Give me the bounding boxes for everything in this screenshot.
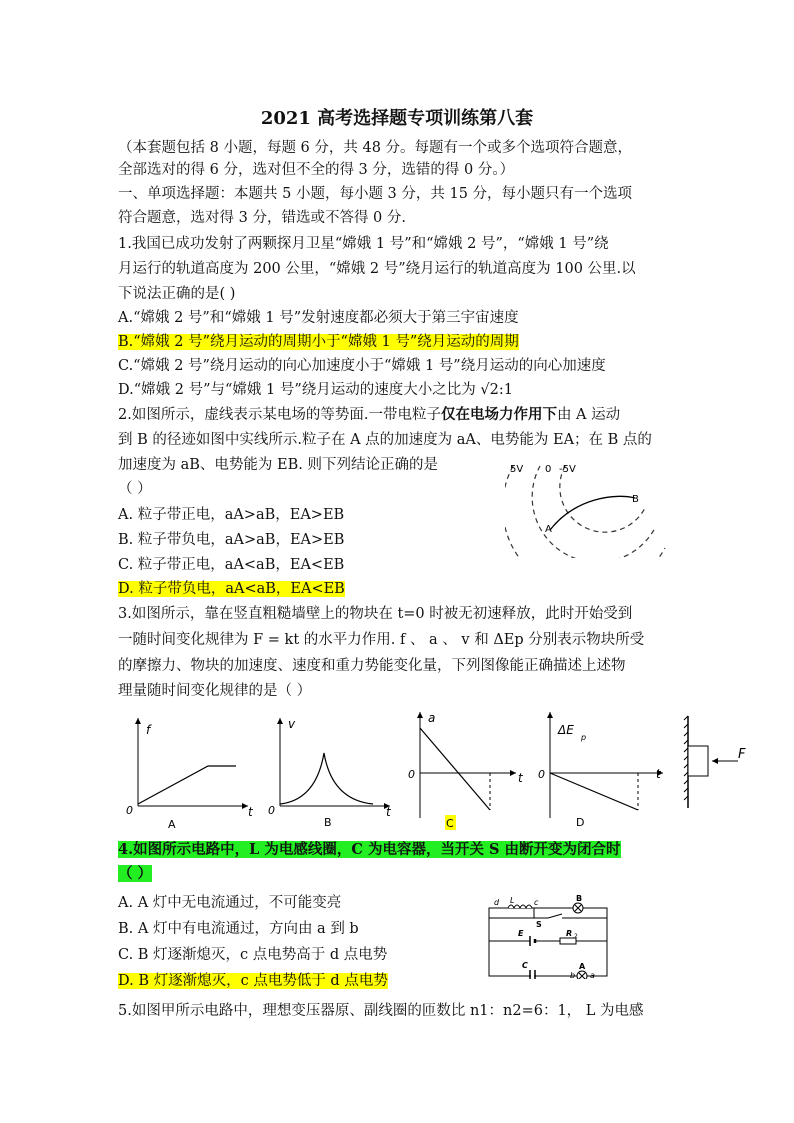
graph-d-ylabel: ΔE	[558, 723, 574, 737]
q1-option-a: A.“嫦娥 2 号”和“嫦娥 1 号”发射速度都必须大于第三宇宙速度	[118, 310, 519, 326]
q4-option-b: B. A 灯中有电流通过，方向由 a 到 b	[118, 921, 359, 937]
q2-stem-3: 加速度为 aB、电势能为 EB. 则下列结论正确的是	[118, 457, 438, 473]
block	[688, 746, 708, 776]
graph-b-xlabel: t	[386, 805, 391, 819]
q2-option-d: D. 粒子带负电，aA<aB，EA<EB	[118, 581, 345, 597]
node-c-label: c	[534, 898, 539, 907]
graph-a-curve	[138, 766, 236, 804]
node-d-label: d	[494, 898, 500, 907]
equipotential-5v	[505, 466, 665, 558]
graph-a-label: A	[168, 818, 176, 831]
force-label: F	[738, 747, 746, 762]
q2-option-c: C. 粒子带正电，aA<aB，EA<EB	[118, 557, 345, 573]
graph-c-label: C	[446, 817, 454, 830]
graph-c-curve	[420, 728, 490, 810]
q5-stem-1: 5.如图甲所示电路中，理想变压器原、副线圈的匝数比 n1：n2=6：1， L 为电感	[118, 1003, 644, 1019]
graph-c-ylabel: a	[428, 711, 436, 725]
graph-d-label: D	[576, 816, 585, 829]
q1-option-b: B.“嫦娥 2 号”绕月运动的周期小于“嫦娥 1 号”绕月运动的周期	[118, 334, 519, 350]
switch-label: S	[536, 920, 542, 929]
label-0v: 0	[545, 464, 552, 475]
inductor-label: L	[510, 896, 515, 905]
graph-a-xlabel: t	[248, 805, 253, 819]
q4-stem-1: 4.如图所示电路中，L 为电感线圈，C 为电容器，当开关 S 由断开变为闭合时	[118, 841, 621, 858]
q2-stem-1: 2.如图所示，虚线表示某电场的等势面.一带电粒子仅在电场力作用下由 A 运动	[118, 406, 621, 423]
graph-b-origin: 0	[268, 804, 275, 817]
q1-option-d: D.“嫦娥 2 号”与“嫦娥 1 号”绕月运动的速度大小之比为 √2:1	[118, 382, 513, 398]
wall-block-figure	[684, 716, 746, 808]
graph-a	[126, 718, 254, 831]
intro-line-1: （本套题包括 8 小题，每题 6 分，共 48 分。每题有一个或多个选项符合题意，	[118, 140, 633, 156]
graph-d-xlabel: t	[656, 767, 661, 781]
graph-d	[538, 712, 663, 829]
label-5v: 5V	[510, 464, 524, 475]
graph-d-origin: 0	[538, 768, 545, 781]
battery-label: E	[518, 929, 524, 938]
graph-a-origin: 0	[126, 804, 133, 817]
capacitor-label: C	[522, 961, 528, 970]
graph-c-xlabel: t	[518, 771, 523, 785]
graph-b-ylabel: v	[288, 717, 296, 731]
q4-stem-2: （ ）	[118, 865, 153, 882]
point-a-label: A	[545, 524, 552, 535]
q2-stem-4: （ ）	[118, 481, 152, 497]
section1-line-2: 符合题意，选对得 3 分，错选或不答得 0 分.	[118, 210, 406, 226]
q2-equipotential-figure	[505, 458, 670, 558]
lamp-a-label: A	[579, 962, 586, 971]
q1-option-c: C.“嫦娥 2 号”绕月运动的向心加速度小于“嫦娥 1 号”绕月运动的向心加速度	[118, 358, 606, 374]
node-b-label: b	[570, 971, 576, 979]
intro-line-2: 全部选对的得 6 分，选对但不全的得 3 分，选错的得 0 分。）	[118, 162, 515, 178]
q3-stem-1: 3.如图所示，靠在竖直粗糙墙壁上的物块在 t=0 时被无初速释放，此时开始受到	[118, 606, 633, 622]
equipotential-0v	[532, 466, 655, 558]
q2-emphasis: 仅在电场力作用下	[440, 406, 557, 423]
graph-c	[408, 711, 524, 830]
switch-s	[548, 914, 562, 918]
graph-b-curve	[280, 753, 373, 804]
label-minus5v: -5V	[559, 464, 576, 475]
q3-stem-2: 一随时间变化规律为 F = kt 的水平力作用. f 、 a 、 v 和 ΔEp 分别表示物块所受	[118, 632, 645, 648]
q4-option-d: D. B 灯逐渐熄灭，c 点电势低于 d 点电势	[118, 973, 388, 989]
resistor-sub: 2	[574, 933, 578, 940]
lamp-b-label: B	[576, 894, 583, 903]
q3-stem-3: 的摩擦力、物块的加速度、速度和重力势能变化量，下列图像能正确描述上述物	[118, 658, 626, 674]
q2-option-b: B. 粒子带负电，aA>aB，EA>EB	[118, 532, 345, 548]
q1-stem-2: 月运行的轨道高度为 200 公里，“嫦娥 2 号”绕月运行的轨道高度为 100 公里.以	[118, 261, 636, 277]
lamp-a	[577, 971, 587, 979]
graph-d-curve	[550, 773, 638, 810]
q1-stem-1: 1.我国已成功发射了两颗探月卫星“嫦娥 1 号”和“嫦娥 2 号”，“嫦娥 1 号”绕	[118, 236, 609, 252]
section1-line-1: 一、单项选择题：本题共 5 小题，每小题 3 分，共 15 分，每小题只有一个选项	[118, 186, 633, 202]
graph-c-origin: 0	[408, 768, 415, 781]
q4-option-a: A. A 灯中无电流通过，不可能变亮	[118, 895, 342, 911]
point-b-label: B	[632, 494, 639, 505]
q4-option-c: C. B 灯逐渐熄灭，c 点电势高于 d 点电势	[118, 947, 388, 963]
q4-circuit-figure	[486, 894, 611, 979]
graph-b-label: B	[324, 816, 332, 829]
q1-stem-3: 下说法正确的是( )	[118, 286, 236, 302]
node-a-label: a	[590, 971, 595, 979]
graph-a-ylabel: f	[146, 723, 151, 737]
inductor	[508, 905, 532, 908]
page-title: 2021 高考选择题专项训练第八套	[260, 108, 534, 129]
q2-stem-2: 到 B 的径迹如图中实线所示.粒子在 A 点的加速度为 aA、电势能为 EA；在 B 点的	[118, 432, 652, 448]
q2-option-a: A. 粒子带正电，aA>aB，EA>EB	[118, 507, 345, 523]
graph-b	[268, 717, 392, 829]
resistor-label: R	[566, 929, 573, 938]
q3-stem-4: 理量随时间变化规律的是（ ）	[118, 683, 312, 699]
q3-graphs-figure	[118, 708, 758, 833]
graph-d-ylabel-sub: p	[581, 733, 587, 742]
